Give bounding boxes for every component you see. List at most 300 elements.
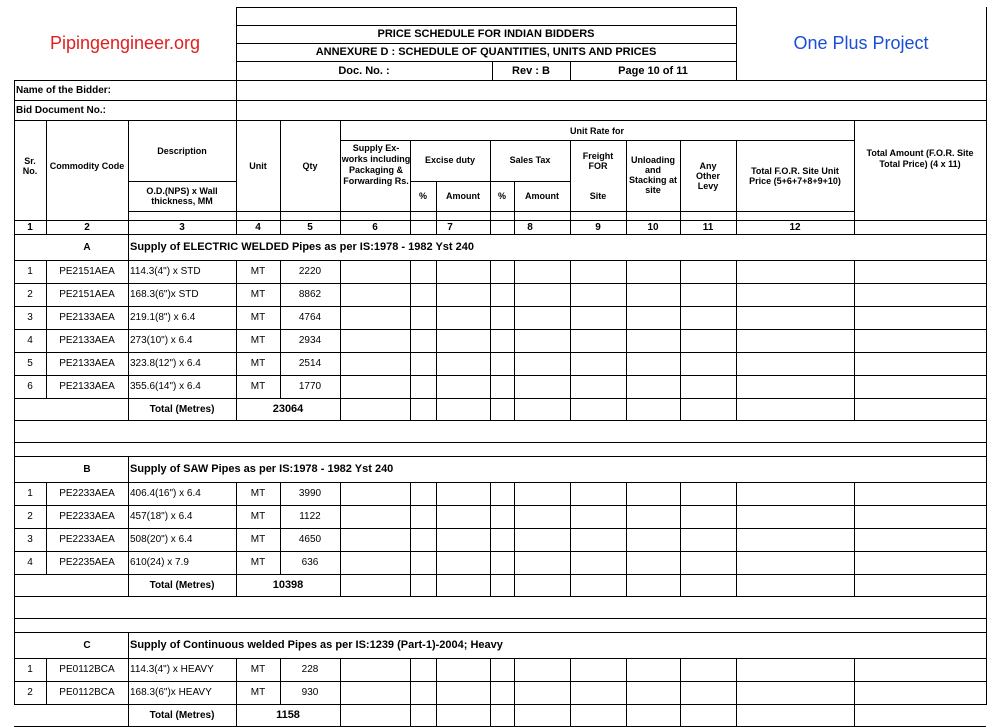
col-divider [340,329,341,352]
price-entry-cell[interactable] [570,482,626,505]
col-divider [436,181,437,234]
price-entry-cell[interactable] [854,329,986,352]
col-divider [680,505,681,528]
col-divider [128,306,129,329]
price-entry-cell[interactable] [626,260,680,283]
row-qty: 228 [301,664,319,675]
col-divider [736,528,737,551]
col-excise-duty: Excise duty [424,155,476,165]
row-sr-no: 2 [27,289,33,300]
row-divider [14,442,986,443]
col-divider [680,658,681,681]
row-divider [340,140,854,141]
col-divider [236,260,237,283]
price-entry-cell[interactable] [410,352,436,375]
price-entry-cell[interactable] [514,352,570,375]
row-sr-no: 4 [27,557,33,568]
price-entry-cell[interactable] [410,658,436,681]
price-entry-cell[interactable] [680,329,736,352]
price-entry-cell[interactable] [490,283,514,306]
col-total-for: Total F.O.R. Site Unit Price (5+6+7+8+9+10) [749,166,841,186]
col-divider [490,375,491,398]
col-divider [280,505,281,528]
col-divider [128,329,129,352]
price-entry-cell[interactable] [570,329,626,352]
price-entry-cell[interactable] [680,681,736,704]
col-divider [490,528,491,551]
col-divider [626,681,627,704]
row-description: 508(20") x 6.4 [130,534,193,545]
col-divider [436,658,437,681]
page-number: Page 10 of 11 [618,64,688,77]
row-description: 114.3(4") x HEAVY [130,664,214,675]
revision: Rev : B [512,64,550,77]
col-divider [340,704,341,726]
price-entry-cell[interactable] [854,681,986,704]
price-entry-cell[interactable] [570,681,626,704]
total-value: 1158 [276,709,300,721]
section-title: Supply of ELECTRIC WELDED Pipes as per IS:1978 - 1982 Yst 240 [130,241,474,253]
col-divider [626,658,627,681]
col-divider [436,283,437,306]
brand-right-text: One Plus Project [793,33,929,53]
row-commodity-code: PE2133AEA [59,335,115,346]
col-divider [436,306,437,329]
price-entry-cell[interactable] [410,260,436,283]
row-divider [14,505,986,506]
price-entry-cell[interactable] [514,375,570,398]
row-divider [14,482,986,483]
col-divider [854,704,855,726]
price-entry-cell[interactable] [570,283,626,306]
col-divider [436,329,437,352]
col-divider [736,260,737,283]
col-divider [514,528,515,551]
col-freight: Freight FOR [582,151,614,171]
row-divider [14,100,986,101]
price-entry-cell[interactable] [626,681,680,704]
price-entry-cell[interactable] [680,306,736,329]
row-divider [14,574,986,575]
col-divider [514,704,515,726]
price-entry-cell[interactable] [340,306,410,329]
header-right-divider [736,7,737,80]
col-any-other-levy: Any Other Levy [695,161,720,191]
row-divider [14,398,986,399]
price-entry-cell[interactable] [736,329,854,352]
row-description: 610(24) x 7.9 [130,557,189,568]
price-entry-cell[interactable] [570,528,626,551]
price-entry-cell[interactable] [680,260,736,283]
price-entry-cell[interactable] [490,306,514,329]
price-entry-cell[interactable] [854,505,986,528]
col-divider [854,551,855,574]
col-divider [680,306,681,329]
row-unit: MT [250,266,266,277]
col-divider [128,352,129,375]
col-divider [736,398,737,420]
price-entry-cell[interactable] [436,505,490,528]
row-divider [14,80,986,81]
row-divider [14,618,986,619]
price-entry-cell[interactable] [626,306,680,329]
col-divider [570,398,571,420]
price-entry-cell[interactable] [514,505,570,528]
price-entry-cell[interactable] [410,306,436,329]
price-entry-cell[interactable] [490,528,514,551]
price-entry-cell[interactable] [514,306,570,329]
row-divider [128,181,236,182]
col-divider [626,551,627,574]
price-entry-cell[interactable] [340,658,410,681]
price-entry-cell[interactable] [514,260,570,283]
col-supply: Supply Ex-works including Packaging & Forwarding Rs. [341,143,411,186]
row-divider [236,43,736,44]
price-entry-cell[interactable] [340,551,410,574]
col-divider [280,352,281,375]
col-divider [236,574,237,596]
col-divider [340,551,341,574]
col-divider [570,375,571,398]
price-entry-cell[interactable] [490,505,514,528]
price-entry-cell[interactable] [570,505,626,528]
col-divider [280,260,281,283]
bid-document-field[interactable] [236,100,986,120]
price-entry-cell[interactable] [490,260,514,283]
col-description: Description [157,146,207,156]
row-divider [14,456,986,457]
col-divider [436,551,437,574]
row-divider [14,283,986,284]
row-description: 457(18") x 6.4 [130,511,193,522]
price-entry-cell[interactable] [736,260,854,283]
column-number: 4 [255,221,261,233]
price-entry-cell[interactable] [680,283,736,306]
col-divider [570,528,571,551]
section-title: Supply of SAW Pipes as per IS:1978 - 1982 Yst 240 [130,463,394,475]
col-divider [340,574,341,596]
sheet-right-border [986,7,987,705]
price-entry-cell[interactable] [340,283,410,306]
col-divider [46,658,47,681]
price-entry-cell[interactable] [436,306,490,329]
price-entry-cell[interactable] [626,329,680,352]
col-divider [280,551,281,574]
col-excise-percent: % [418,191,427,201]
price-entry-cell[interactable] [626,283,680,306]
col-divider [514,551,515,574]
col-divider [436,505,437,528]
col-divider [410,375,411,398]
price-entry-cell[interactable] [736,658,854,681]
col-divider [736,704,737,726]
col-divider [46,283,47,306]
col-divider [626,398,627,420]
col-divider [854,482,855,505]
price-entry-cell[interactable] [514,528,570,551]
price-entry-cell[interactable] [736,551,854,574]
price-entry-cell[interactable] [436,352,490,375]
col-divider [46,681,47,704]
col-divider [490,260,491,283]
price-entry-cell[interactable] [340,505,410,528]
price-entry-cell[interactable] [514,329,570,352]
col-divider [46,120,47,234]
price-entry-cell[interactable] [626,482,680,505]
price-entry-cell[interactable] [490,329,514,352]
col-divider [570,283,571,306]
price-entry-cell[interactable] [570,260,626,283]
price-entry-cell[interactable] [514,681,570,704]
price-entry-cell[interactable] [410,283,436,306]
price-entry-cell[interactable] [436,658,490,681]
price-entry-cell[interactable] [410,375,436,398]
col-divider [514,283,515,306]
price-entry-cell[interactable] [410,505,436,528]
price-entry-cell[interactable] [736,283,854,306]
price-entry-cell[interactable] [436,260,490,283]
col-divider [46,528,47,551]
row-sr-no: 1 [27,664,33,675]
row-divider [14,551,986,552]
price-entry-cell[interactable] [410,329,436,352]
col-divider [280,482,281,505]
price-entry-cell[interactable] [570,551,626,574]
price-entry-cell[interactable] [436,375,490,398]
row-divider [14,120,986,121]
col-divider [410,528,411,551]
col-description-sub: O.D.(NPS) x Wall thickness, MM [146,186,218,206]
col-divider [436,398,437,420]
price-entry-cell[interactable] [736,306,854,329]
col-divider [854,505,855,528]
price-entry-cell[interactable] [626,658,680,681]
price-entry-cell[interactable] [626,352,680,375]
col-divider [514,181,515,234]
header-top-line [236,7,736,8]
col-divider [736,482,737,505]
price-entry-cell[interactable] [436,528,490,551]
col-divider [410,306,411,329]
col-divider [128,482,129,505]
col-divider [436,482,437,505]
column-number: 3 [179,221,185,233]
price-entry-cell[interactable] [340,352,410,375]
col-divider [680,482,681,505]
price-entry-cell[interactable] [626,528,680,551]
col-divider [436,352,437,375]
price-entry-cell[interactable] [340,329,410,352]
price-entry-cell[interactable] [490,352,514,375]
col-divider [410,681,411,704]
row-qty: 2934 [298,335,322,346]
col-divider [410,329,411,352]
price-entry-cell[interactable] [340,375,410,398]
col-divider [436,681,437,704]
col-divider [436,375,437,398]
col-divider [736,658,737,681]
price-entry-cell[interactable] [736,352,854,375]
col-divider [410,283,411,306]
price-entry-cell[interactable] [436,681,490,704]
col-divider [854,574,855,596]
price-entry-cell[interactable] [490,551,514,574]
col-divider [490,283,491,306]
col-divider [280,329,281,352]
price-entry-cell[interactable] [626,551,680,574]
price-entry-cell[interactable] [854,551,986,574]
price-entry-cell[interactable] [626,505,680,528]
price-entry-cell[interactable] [736,375,854,398]
row-divider [14,220,986,221]
price-entry-cell[interactable] [410,528,436,551]
col-divider [410,551,411,574]
col-divider [340,681,341,704]
price-entry-cell[interactable] [436,329,490,352]
price-entry-cell[interactable] [736,482,854,505]
col-divider [46,329,47,352]
price-entry-cell[interactable] [854,482,986,505]
col-divider [490,704,491,726]
price-entry-cell[interactable] [410,681,436,704]
column-number: 6 [372,221,378,233]
price-entry-cell[interactable] [340,260,410,283]
col-divider [410,398,411,420]
header-left-divider [236,7,237,120]
col-divider [570,306,571,329]
price-entry-cell[interactable] [490,681,514,704]
col-divider [46,505,47,528]
row-divider [14,306,986,307]
price-entry-cell[interactable] [340,681,410,704]
col-divider [410,505,411,528]
col-commodity-code: Commodity Code [49,161,125,171]
price-entry-cell[interactable] [410,551,436,574]
col-divider [854,375,855,398]
col-divider [236,505,237,528]
col-total-amount: Total Amount (F.O.R. Site Total Price) (4 x 11) [866,148,974,169]
price-entry-cell[interactable] [490,375,514,398]
price-entry-cell[interactable] [680,528,736,551]
price-entry-cell[interactable] [736,681,854,704]
col-divider [236,658,237,681]
col-divider [128,632,129,658]
col-divider [626,574,627,596]
price-entry-cell[interactable] [854,528,986,551]
price-entry-cell[interactable] [854,375,986,398]
col-divider [436,574,437,596]
col-divider [626,306,627,329]
price-entry-cell[interactable] [626,375,680,398]
price-entry-cell[interactable] [570,375,626,398]
col-divider [570,574,571,596]
row-description: 273(10") x 6.4 [130,335,193,346]
price-entry-cell[interactable] [854,658,986,681]
price-entry-cell[interactable] [514,551,570,574]
col-divider [490,681,491,704]
row-unit: MT [250,511,266,522]
bidder-name-field[interactable] [236,80,986,100]
total-label: Total (Metres) [149,403,215,415]
col-divider [410,482,411,505]
total-label: Total (Metres) [149,579,215,591]
col-divider [128,260,129,283]
col-divider [236,551,237,574]
row-divider [14,420,986,421]
price-entry-cell[interactable] [340,528,410,551]
price-entry-cell[interactable] [340,482,410,505]
price-entry-cell[interactable] [680,658,736,681]
price-entry-cell[interactable] [436,283,490,306]
col-divider [570,551,571,574]
col-divider [680,398,681,420]
row-qty: 636 [301,557,319,568]
col-divider [340,505,341,528]
price-entry-cell[interactable] [736,528,854,551]
price-entry-cell[interactable] [680,352,736,375]
column-number: 10 [647,221,659,233]
row-unit: MT [250,335,266,346]
col-divider [236,681,237,704]
col-divider [280,658,281,681]
col-divider [46,306,47,329]
price-entry-cell[interactable] [680,551,736,574]
section-letter: A [83,241,91,253]
col-divider [854,528,855,551]
col-divider [514,260,515,283]
price-entry-cell[interactable] [570,658,626,681]
row-unit: MT [250,488,266,499]
price-schedule-sheet [14,7,986,721]
row-divider [236,25,736,26]
col-divider [236,528,237,551]
price-entry-cell[interactable] [680,505,736,528]
price-entry-cell[interactable] [490,482,514,505]
price-entry-cell[interactable] [570,306,626,329]
price-entry-cell[interactable] [854,283,986,306]
price-entry-cell[interactable] [570,352,626,375]
price-entry-cell[interactable] [514,658,570,681]
col-divider [236,704,237,726]
price-entry-cell[interactable] [680,482,736,505]
price-entry-cell[interactable] [490,658,514,681]
column-number: 7 [447,221,453,233]
price-entry-cell[interactable] [436,551,490,574]
col-divider [340,352,341,375]
row-divider [14,658,986,659]
col-divider [570,61,571,80]
row-description: 168.3(6")x HEAVY [130,687,212,698]
row-commodity-code: PE2233AEA [59,488,115,499]
price-entry-cell[interactable] [854,260,986,283]
row-commodity-code: PE2133AEA [59,312,115,323]
price-entry-cell[interactable] [854,352,986,375]
col-divider [128,375,129,398]
price-entry-cell[interactable] [514,283,570,306]
price-entry-cell[interactable] [680,375,736,398]
col-divider [570,352,571,375]
row-sr-no: 2 [27,687,33,698]
price-entry-cell[interactable] [410,482,436,505]
price-entry-cell[interactable] [514,482,570,505]
price-entry-cell[interactable] [436,482,490,505]
price-entry-cell[interactable] [854,306,986,329]
price-entry-cell[interactable] [736,505,854,528]
bid-document-label: Bid Document No.: [16,104,106,116]
col-divider [680,375,681,398]
col-divider [340,482,341,505]
col-divider [680,551,681,574]
